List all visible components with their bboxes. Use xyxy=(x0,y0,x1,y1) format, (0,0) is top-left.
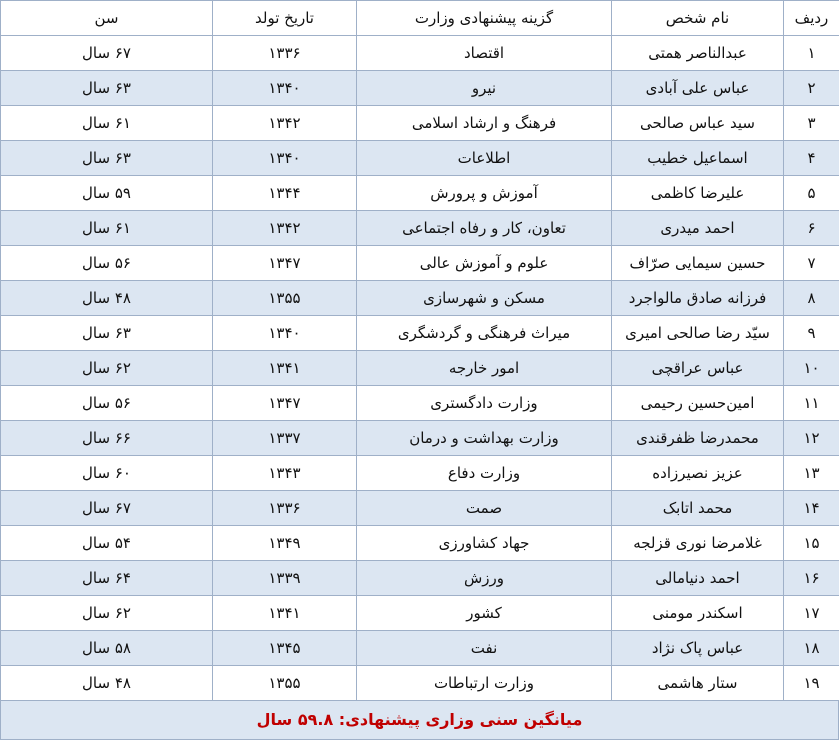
ministry-name: علوم و آموزش عالی xyxy=(357,246,612,281)
age-value: ۶۳ سال xyxy=(1,141,213,176)
ministry-name: مسکن و شهرسازی xyxy=(357,281,612,316)
age-value: ۴۸ سال xyxy=(1,666,213,701)
row-index: ۱۱ xyxy=(784,386,839,421)
person-name: عباس عراقچی xyxy=(612,351,784,386)
ministry-name: وزارت بهداشت و درمان xyxy=(357,421,612,456)
header-ministry: گزینه پیشنهادی وزارت xyxy=(357,1,612,36)
row-index: ۱۶ xyxy=(784,561,839,596)
table-row xyxy=(1,421,839,456)
row-index: ۷ xyxy=(784,246,839,281)
row-index: ۱ xyxy=(784,36,839,71)
person-name: احمد دنیامالی xyxy=(612,561,784,596)
birth-year: ۱۳۴۷ xyxy=(213,246,357,281)
birth-year: ۱۳۵۵ xyxy=(213,666,357,701)
row-index: ۹ xyxy=(784,316,839,351)
table-row xyxy=(1,456,839,491)
birth-year: ۱۳۳۶ xyxy=(213,36,357,71)
age-value: ۶۳ سال xyxy=(1,71,213,106)
ministry-name: صمت xyxy=(357,491,612,526)
table-row xyxy=(1,141,839,176)
table-row xyxy=(1,246,839,281)
table-header-row xyxy=(1,1,839,36)
age-value: ۶۴ سال xyxy=(1,561,213,596)
birth-year: ۱۳۳۷ xyxy=(213,421,357,456)
table-row xyxy=(1,211,839,246)
person-name: محمد اتابک xyxy=(612,491,784,526)
birth-year: ۱۳۴۰ xyxy=(213,316,357,351)
table-row xyxy=(1,176,839,211)
person-name: سید عباس صالحی xyxy=(612,106,784,141)
ministry-name: آموزش و پرورش xyxy=(357,176,612,211)
age-value: ۶۱ سال xyxy=(1,211,213,246)
person-name: سیّد رضا صالحی امیری xyxy=(612,316,784,351)
row-index: ۱۳ xyxy=(784,456,839,491)
person-name: فرزانه صادق مالواجرد xyxy=(612,281,784,316)
age-value: ۶۶ سال xyxy=(1,421,213,456)
average-age-footer: میانگین سنی وزاری پیشنهادی: ۵۹.۸ سال xyxy=(0,701,839,740)
row-index: ۱۵ xyxy=(784,526,839,561)
row-index: ۱۲ xyxy=(784,421,839,456)
ministry-name: نیرو xyxy=(357,71,612,106)
ministry-name: جهاد کشاورزی xyxy=(357,526,612,561)
ministry-name: ورزش xyxy=(357,561,612,596)
person-name: غلامرضا نوری قزلجه xyxy=(612,526,784,561)
table-row xyxy=(1,596,839,631)
table-row xyxy=(1,526,839,561)
header-index: ردیف xyxy=(784,1,839,36)
ministry-name: فرهنگ و ارشاد اسلامی xyxy=(357,106,612,141)
person-name: اسکندر مومنی xyxy=(612,596,784,631)
row-index: ۱۰ xyxy=(784,351,839,386)
birth-year: ۱۳۴۲ xyxy=(213,106,357,141)
person-name: عباس پاک نژاد xyxy=(612,631,784,666)
table-row xyxy=(1,36,839,71)
header-birth-year: تاریخ تولد xyxy=(213,1,357,36)
row-index: ۵ xyxy=(784,176,839,211)
row-index: ۳ xyxy=(784,106,839,141)
age-value: ۶۲ سال xyxy=(1,596,213,631)
table-row xyxy=(1,491,839,526)
table-row xyxy=(1,351,839,386)
age-value: ۶۳ سال xyxy=(1,316,213,351)
ministry-name: اقتصاد xyxy=(357,36,612,71)
table-row xyxy=(1,666,839,701)
birth-year: ۱۳۴۹ xyxy=(213,526,357,561)
birth-year: ۱۳۴۱ xyxy=(213,596,357,631)
person-name: عبدالناصر همتی xyxy=(612,36,784,71)
ministry-name: تعاون، کار و رفاه اجتماعی xyxy=(357,211,612,246)
birth-year: ۱۳۳۹ xyxy=(213,561,357,596)
age-value: ۶۷ سال xyxy=(1,491,213,526)
age-value: ۵۴ سال xyxy=(1,526,213,561)
table-row xyxy=(1,631,839,666)
row-index: ۱۸ xyxy=(784,631,839,666)
birth-year: ۱۳۴۰ xyxy=(213,141,357,176)
row-index: ۱۹ xyxy=(784,666,839,701)
header-name: نام شخص xyxy=(612,1,784,36)
birth-year: ۱۳۴۱ xyxy=(213,351,357,386)
age-value: ۶۲ سال xyxy=(1,351,213,386)
table-body xyxy=(1,36,839,701)
age-value: ۵۸ سال xyxy=(1,631,213,666)
table-row xyxy=(1,561,839,596)
age-value: ۶۰ سال xyxy=(1,456,213,491)
person-name: عباس علی آبادی xyxy=(612,71,784,106)
ministry-name: کشور xyxy=(357,596,612,631)
birth-year: ۱۳۴۴ xyxy=(213,176,357,211)
row-index: ۲ xyxy=(784,71,839,106)
person-name: علیرضا کاظمی xyxy=(612,176,784,211)
header-age: سن xyxy=(1,1,213,36)
age-value: ۶۷ سال xyxy=(1,36,213,71)
person-name: امین‌حسین رحیمی xyxy=(612,386,784,421)
table-row xyxy=(1,281,839,316)
age-value: ۵۶ سال xyxy=(1,386,213,421)
birth-year: ۱۳۴۲ xyxy=(213,211,357,246)
person-name: محمدرضا ظفرقندی xyxy=(612,421,784,456)
birth-year: ۱۳۴۷ xyxy=(213,386,357,421)
ministry-name: وزارت ارتباطات xyxy=(357,666,612,701)
person-name: احمد میدری xyxy=(612,211,784,246)
birth-year: ۱۳۴۳ xyxy=(213,456,357,491)
row-index: ۸ xyxy=(784,281,839,316)
row-index: ۱۷ xyxy=(784,596,839,631)
birth-year: ۱۳۵۵ xyxy=(213,281,357,316)
table-row xyxy=(1,71,839,106)
ministry-name: نفت xyxy=(357,631,612,666)
ministry-name: وزارت دفاع xyxy=(357,456,612,491)
age-value: ۵۹ سال xyxy=(1,176,213,211)
age-value: ۶۱ سال xyxy=(1,106,213,141)
person-name: حسین سیمایی صرّاف xyxy=(612,246,784,281)
birth-year: ۱۳۳۶ xyxy=(213,491,357,526)
table-row xyxy=(1,386,839,421)
age-value: ۵۶ سال xyxy=(1,246,213,281)
person-name: عزیز نصیرزاده xyxy=(612,456,784,491)
age-value: ۴۸ سال xyxy=(1,281,213,316)
ministry-name: اطلاعات xyxy=(357,141,612,176)
ministry-name: امور خارجه xyxy=(357,351,612,386)
person-name: ستار هاشمی xyxy=(612,666,784,701)
table-row xyxy=(1,316,839,351)
ministry-name: میراث فرهنگی و گردشگری xyxy=(357,316,612,351)
row-index: ۶ xyxy=(784,211,839,246)
ministry-name: وزارت دادگستری xyxy=(357,386,612,421)
person-name: اسماعیل خطیب xyxy=(612,141,784,176)
birth-year: ۱۳۴۰ xyxy=(213,71,357,106)
birth-year: ۱۳۴۵ xyxy=(213,631,357,666)
row-index: ۴ xyxy=(784,141,839,176)
row-index: ۱۴ xyxy=(784,491,839,526)
table-row xyxy=(1,106,839,141)
